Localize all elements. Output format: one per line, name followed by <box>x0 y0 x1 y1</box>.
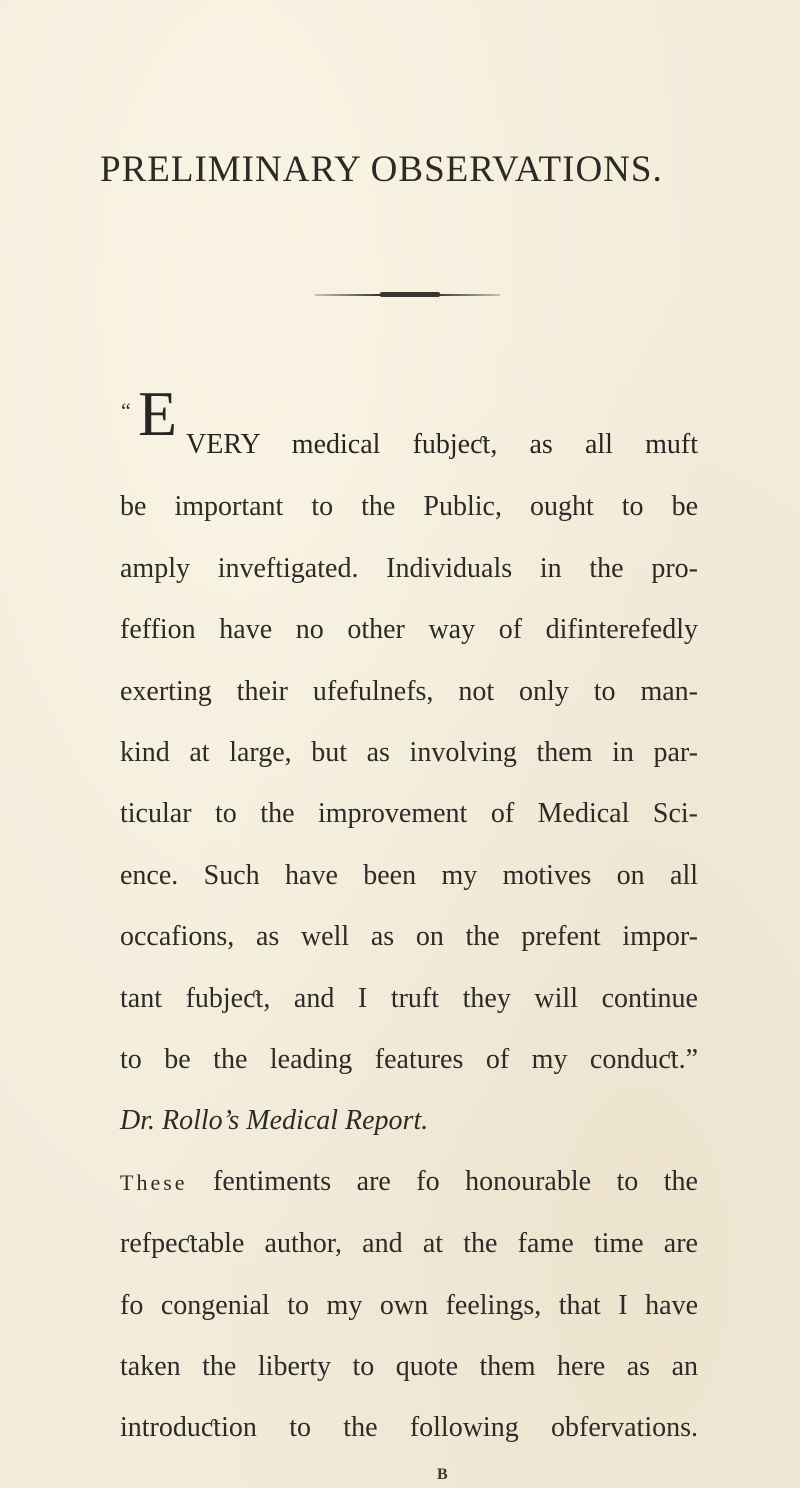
signature-mark: B <box>437 1466 448 1483</box>
paragraph-2-line-1 <box>120 1168 698 1196</box>
paragraph-1-line-3: amply inveftigated. Individuals in the pro- <box>120 553 698 584</box>
paragraph-1-line-2: be important to the Public, ought to be <box>120 491 698 522</box>
paragraph-1-line-1: VERY medical fubjeƈt, as all muft <box>186 429 698 460</box>
paragraph-1-line-9: occafions, as well as on the prefent impor- <box>120 921 698 952</box>
page-heading: PRELIMINARY OBSERVATIONS. <box>100 149 663 190</box>
paragraph-1-line-4: feffion have no other way of difinterefedly <box>120 614 698 645</box>
paragraph-1-line-8: ence. Such have been my motives on all <box>120 860 698 891</box>
ornamental-rule-center <box>380 292 440 297</box>
opening-quote-mark: “ <box>121 398 131 423</box>
paragraph-2-lead-word: These <box>120 1170 188 1195</box>
paragraph-1-line-10: tant fubjeƈt, and I truft they will continue <box>120 983 698 1014</box>
paragraph-1-line-11: to be the leading features of my conduƈt.” <box>120 1044 698 1075</box>
paragraph-2-line-4: taken the liberty to quote them here as an <box>120 1351 698 1382</box>
paragraph-2-line-3: fo congenial to my own feelings, that I have <box>120 1290 698 1321</box>
paragraph-1-line-7: ticular to the improvement of Medical Sci- <box>120 798 698 829</box>
citation: Dr. Rollo’s Medical Report. <box>120 1105 429 1136</box>
paragraph-2-line-5: introduƈtion to the following obfervations. <box>120 1412 698 1443</box>
paragraph-1-line-6: kind at large, but as involving them in par- <box>120 737 698 768</box>
paragraph-1-line-5: exerting their ufefulnefs, not only to man- <box>120 676 698 707</box>
drop-cap: E <box>138 378 178 449</box>
paragraph-2-line-2: refpeƈtable author, and at the fame time are <box>120 1228 698 1259</box>
paragraph-2-line-1-text: fentiments are fo honourable to the <box>213 1166 698 1197</box>
